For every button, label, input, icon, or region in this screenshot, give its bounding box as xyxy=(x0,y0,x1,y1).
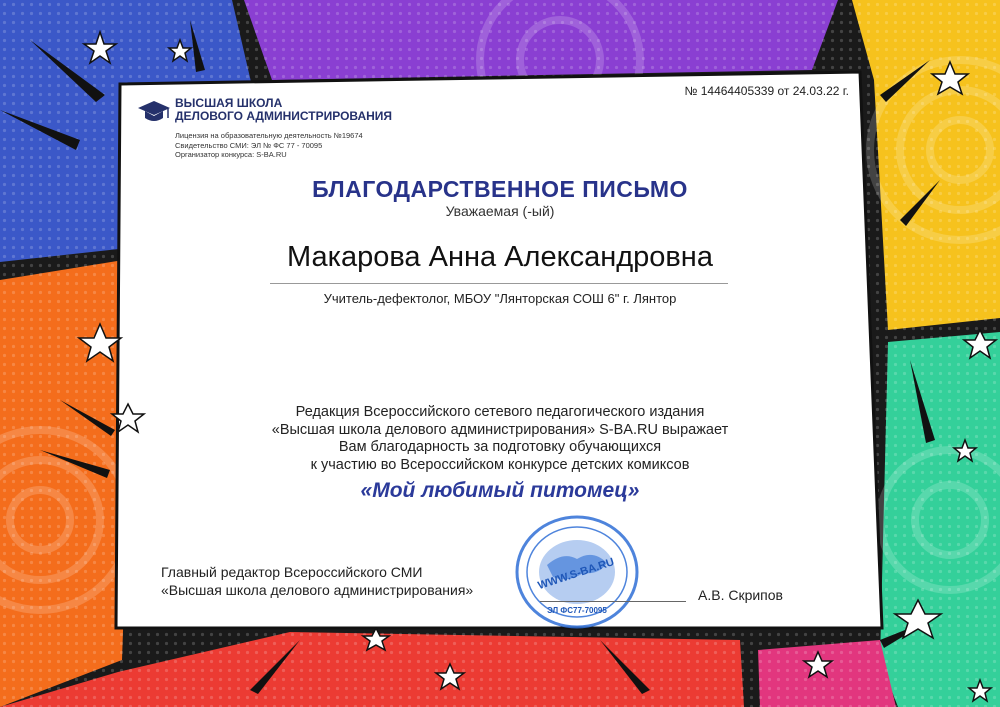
body-line-4: к участию во Всероссийском конкурсе детских комиксов xyxy=(310,456,690,473)
body-line-1: Редакция Всероссийского сетевого педагогического издания xyxy=(295,404,705,420)
stamp-center-text: WWW.S-BA.RU xyxy=(536,556,616,593)
logo-line-2: ДЕЛОВОГО АДМИНИСТРИРОВАНИЯ xyxy=(175,109,393,123)
recipient-name: Макарова Анна Александровна xyxy=(287,241,713,273)
name-underline xyxy=(270,283,728,284)
signature-line xyxy=(540,601,686,602)
editor-line-2: «Высшая школа делового администрирования» xyxy=(161,582,474,598)
recipient-position: Учитель-дефектолог, МБОУ "Лянторская СОШ 6" г. Лянтор xyxy=(323,291,677,306)
editor-line-1: Главный редактор Всероссийского СМИ xyxy=(161,564,423,580)
stamp-bottom-text: ЭЛ ФС77-70095 xyxy=(547,606,607,615)
body-line-2: «Высшая школа делового администрирования» S-BA.RU выражает xyxy=(271,421,729,438)
editor-title xyxy=(161,563,473,599)
body-line-3: Вам благодарность за подготовку обучающихся xyxy=(338,439,662,455)
document-number: № 14464405339 от 24.03.22 г. xyxy=(684,84,849,98)
signer-name: А.В. Скрипов xyxy=(698,587,783,603)
official-stamp xyxy=(513,513,641,631)
media-certificate-line: Свидетельство СМИ: ЭЛ № ФС 77 - 70095 xyxy=(175,140,323,150)
greeting: Уважаемая (-ый) xyxy=(445,203,555,219)
license-info xyxy=(175,131,363,160)
document-title: БЛАГОДАРСТВЕННОЕ ПИСЬМО xyxy=(312,176,688,202)
graduation-cap-icon xyxy=(137,99,171,125)
logo-line-1: ВЫСШАЯ ШКОЛА xyxy=(175,96,283,110)
gratitude-text xyxy=(0,404,1000,474)
logo-text xyxy=(175,97,392,123)
contest-name: «Мой любимый питомец» xyxy=(360,479,640,502)
organizer-line: Организатор конкурса: S-BA.RU xyxy=(175,150,287,159)
license-line: Лицензия на образовательную деятельность №19674 xyxy=(175,131,363,140)
